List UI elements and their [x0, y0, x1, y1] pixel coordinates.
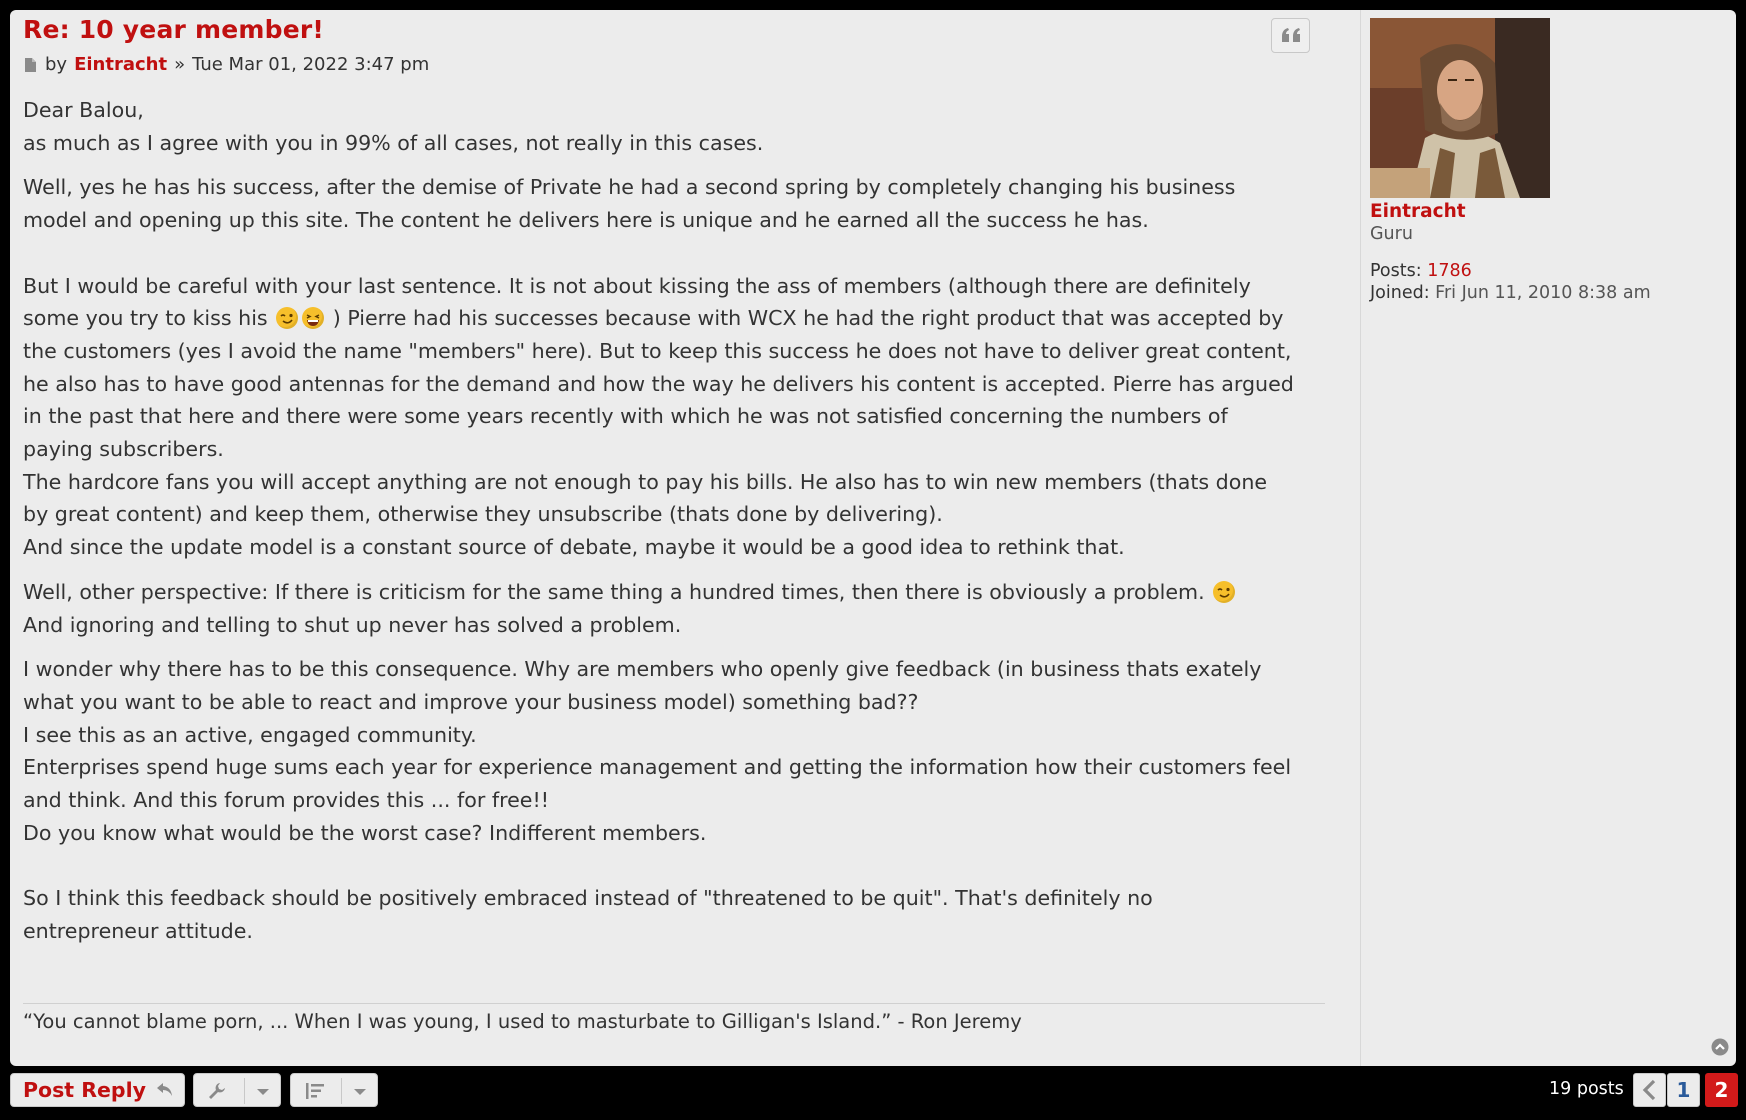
post-paragraph: [23, 576, 1328, 641]
post-text: And ignoring and telling to shut up never has solved a problem.: [23, 612, 682, 637]
post-profile: [1360, 10, 1731, 1066]
page-1-button[interactable]: 1: [1667, 1073, 1700, 1107]
laughing-emoji-icon: [302, 307, 324, 329]
wrench-icon: [207, 1082, 227, 1100]
quote-icon: [1281, 28, 1301, 44]
profile-posts: [1370, 261, 1472, 281]
avatar-image: [1370, 18, 1550, 198]
chevron-down-icon: [353, 1082, 367, 1100]
profile-rank: Guru: [1370, 224, 1413, 244]
post-reply-label: Post Reply: [23, 1078, 146, 1102]
chevron-down-icon: [256, 1082, 270, 1100]
posts-label: Posts:: [1370, 261, 1422, 281]
post-paragraph: [23, 171, 1328, 563]
meta-by: by: [45, 54, 68, 75]
previous-page-button[interactable]: [1633, 1073, 1666, 1107]
profile-joined: [1370, 283, 1651, 303]
user-avatar[interactable]: [1370, 18, 1550, 198]
wink-emoji-icon: [1213, 581, 1235, 603]
chevron-left-icon: [1642, 1079, 1658, 1101]
post-doc-icon[interactable]: [25, 58, 36, 72]
page-2-current[interactable]: 2: [1705, 1073, 1738, 1107]
signature-divider: [23, 1003, 1325, 1004]
post-text: ) Pierre had his successes because with WCX he had the right product that was accepted by the customers (yes I avoid the name "members" here). But to keep this success he does not have to deliver great content, he also has to have good antennas for the demand and how the way he delivers his content is accepted. Pierre has argued in the past that here and there were some years recently with which he was not satisfied concerning the numbers of paying subscribers. The hardcore fans you will accept anything are not enough to pay his bills. He also has to win new members (thats done by great content) and keep them, otherwise they unsubscribe (thats done by delivering). And since the update model is a constant source of debate, maybe it would be a good idea to rethink that.: [23, 306, 1294, 560]
post-reply-button[interactable]: [10, 1073, 185, 1107]
profile-username[interactable]: Eintracht: [1370, 201, 1466, 222]
wink-emoji-icon: [276, 307, 298, 329]
post-text: Well, yes he has his success, after the demise of Private he had a second spring by completely changing his business model and opening up this site. The content he delivers here is unique and he earned all the success he has. But I would be careful with your last sentence. It is not about kissing the ass of members (although there are definitely some you try to kiss his: [23, 175, 1251, 331]
sort-icon: [304, 1082, 326, 1100]
post-paragraph: I wonder why there has to be this consequence. Why are members who openly give feedback (in business thats exately what you want to be able to react and improve your business model) something bad?? I see this as an active, engaged community. Enterprises spend huge sums each year for experience management and getting the information how their customers feel and think. And this forum provides this ... for free!! Do you know what would be the worst case? Indifferent members. So I think this feedback should be positively embraced instead of "threatened to be quit". That's definitely no entrepreneur attitude.: [23, 657, 1292, 943]
topic-tools-button[interactable]: [193, 1073, 281, 1107]
back-to-top-icon[interactable]: [1711, 1038, 1729, 1056]
post-count: 19 posts: [1549, 1079, 1624, 1099]
meta-separator: »: [174, 54, 186, 75]
meta-author-link[interactable]: Eintracht: [74, 54, 168, 75]
sort-options-button[interactable]: [290, 1073, 378, 1107]
post-content: [23, 94, 1328, 948]
posts-count-link[interactable]: 1786: [1427, 261, 1472, 281]
quote-button[interactable]: [1271, 18, 1310, 53]
joined-date: Fri Jun 11, 2010 8:38 am: [1435, 283, 1651, 303]
post-paragraph: Dear Balou, as much as I agree with you in 99% of all cases, not really in this cases.: [23, 98, 764, 155]
post-text: Well, other perspective: If there is criticism for the same thing a hundred times, then there is obviously a problem.: [23, 579, 1212, 604]
joined-label: Joined:: [1370, 283, 1430, 303]
post-panel: [10, 10, 1736, 1066]
signature: “You cannot blame porn, ... When I was young, I used to masturbate to Gilligan's Island.” - Ron Jeremy: [23, 1010, 1022, 1033]
meta-date: Tue Mar 01, 2022 3:47 pm: [192, 54, 430, 75]
reply-arrow-icon: [155, 1081, 175, 1099]
post-meta: [23, 54, 429, 75]
post-title[interactable]: Re: 10 year member!: [23, 15, 324, 44]
